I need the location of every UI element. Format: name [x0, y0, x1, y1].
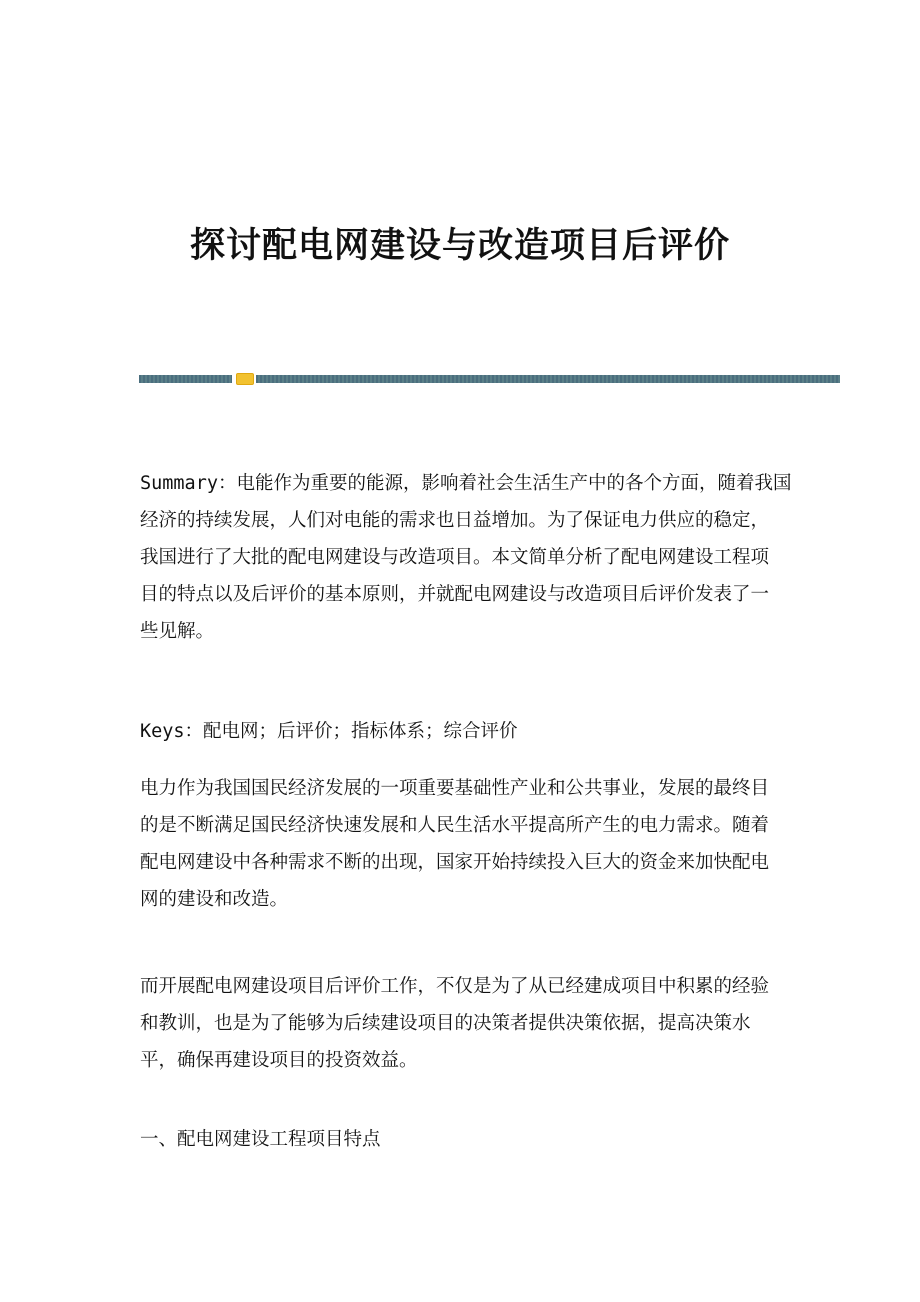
document-title: 探讨配电网建设与改造项目后评价 [189, 225, 730, 266]
text-line: 平，确保再建设项目的投资效益。 [140, 1050, 418, 1071]
text-line: 我国进行了大批的配电网建设与改造项目。本文简单分析了配电网建设工程项 [140, 547, 770, 568]
body-paragraph [140, 968, 800, 1079]
text-line: 网的建设和改造。 [140, 889, 289, 910]
divider-bar-left [139, 375, 232, 383]
text-line: 电力作为我国国民经济发展的一项重要基础性产业和公共事业，发展的最终目 [140, 778, 770, 799]
text-line: Keys：配电网；后评价；指标体系；综合评价 [140, 721, 518, 742]
text-line: 经济的持续发展，人们对电能的需求也日益增加。为了保证电力供应的稳定， [140, 510, 770, 531]
text-line: 些见解。 [140, 621, 215, 642]
divider-ornament-icon [236, 373, 254, 385]
text-line: 的是不断满足国民经济快速发展和人民生活水平提高所产生的电力需求。随着 [140, 815, 770, 836]
section-heading [140, 1121, 800, 1158]
text-line: Summary：电能作为重要的能源，影响着社会生活生产中的各个方面，随着我国 [140, 473, 792, 494]
text-line: 目的特点以及后评价的基本原则，并就配电网建设与改造项目后评价发表了一 [140, 584, 770, 605]
summary-paragraph [140, 465, 800, 650]
text-line: 配电网建设中各种需求不断的出现，国家开始持续投入巨大的资金来加快配电 [140, 852, 770, 873]
body-paragraph [140, 770, 800, 918]
text-line: 和教训，也是为了能够为后续建设项目的决策者提供决策依据，提高决策水 [140, 1013, 751, 1034]
keywords-paragraph [140, 713, 800, 750]
text-line: 而开展配电网建设项目后评价工作，不仅是为了从已经建成项目中积累的经验 [140, 976, 770, 997]
divider-bar-right [256, 375, 840, 383]
text-line: 一、配电网建设工程项目特点 [140, 1129, 381, 1150]
